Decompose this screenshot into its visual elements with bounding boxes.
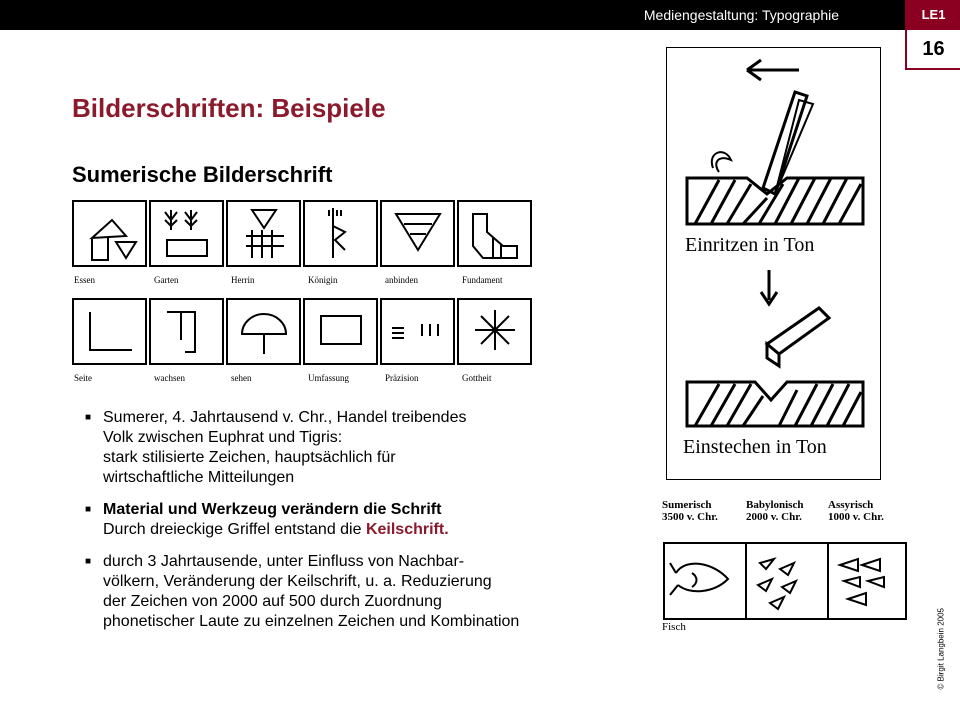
fisch-evolution (662, 495, 912, 635)
pictogram-herrin (226, 200, 301, 267)
bullet-heading: Material und Werkzeug verändern die Schrift (103, 501, 442, 518)
chapter-page-box (905, 0, 960, 70)
pictogram-label: Seite (74, 373, 92, 383)
pictogram-label: Fundament (462, 275, 503, 285)
section-subtitle: Sumerische Bilderschrift (72, 162, 333, 187)
bullet-square-icon: ■ (85, 412, 92, 423)
pictogram-garten (149, 200, 224, 267)
bullet-list (85, 408, 675, 644)
slide-title: Bilderschriften: Beispiele (72, 93, 386, 123)
keilschrift-term: Keilschrift. (365, 521, 449, 538)
column-header: Sumerisch 3500 v. Chr. (662, 499, 718, 523)
fisch-label: Fisch (662, 621, 686, 633)
pictogram-wachsen (149, 298, 224, 365)
top-bar (0, 0, 905, 30)
pictogram-grid (72, 200, 542, 385)
pictogram-sehen (226, 298, 301, 365)
pictogram-label: wachsen (154, 373, 185, 383)
pictogram-label: anbinden (385, 275, 418, 285)
stylus-drawing (667, 48, 880, 479)
bullet-item: ■ Sumerer, 4. Jahrtausend v. Chr., Handel treibendes Volk zwischen Euphrat und Tigris: stark stilisierte Zeichen, hauptsächlich für wirtschaftliche Mitteilungen (85, 409, 467, 486)
pictogram-label: Königin (308, 275, 338, 285)
column-header: Babylonisch 2000 v. Chr. (746, 499, 804, 523)
fisch-signs (662, 533, 912, 629)
pictogram-label: Herrin (231, 275, 255, 285)
chapter-tab[interactable]: LE1 (907, 0, 960, 30)
pictogram-seite (72, 298, 147, 365)
bullet-square-icon: ■ (85, 556, 92, 567)
copyright-note: © Birgit Langbein 2005 (936, 607, 946, 690)
page-number: 16 (922, 38, 945, 60)
pictogram-label: sehen (231, 373, 252, 383)
pictogram-fundament (457, 200, 532, 267)
pictogram-label: Gottheit (462, 373, 492, 383)
pictogram-gottheit (457, 298, 532, 365)
pictogram-umfassung (303, 298, 378, 365)
pictogram-anbinden (380, 200, 455, 267)
pictogram-label: Umfassung (308, 373, 349, 383)
pictogram-praezision (380, 298, 455, 365)
pictogram-label: Präzision (385, 373, 419, 383)
bullet-item: ■ Material und Werkzeug verändern die Schrift Durch dreieckige Griffel entstand die Keilschrift. (85, 501, 449, 538)
bullet-item: ■ durch 3 Jahrtausende, unter Einfluss von Nachbar- völkern, Veränderung der Keilschrift, u. a. Reduzierung der Zeichen von 2000 auf 500 durch Zuordnung phonetischer Laute zu einzelnen Zeichen und Kombination (85, 553, 520, 630)
illustration-caption: Einritzen in Ton (685, 234, 815, 256)
bullet-square-icon: ■ (85, 504, 92, 515)
pictogram-koenigin (303, 200, 378, 267)
pictogram-essen (72, 200, 147, 267)
course-title: Mediengestaltung: Typographie (643, 7, 839, 23)
pictogram-label: Essen (74, 275, 95, 285)
illustration-caption: Einstechen in Ton (683, 436, 827, 458)
stylus-illustration (666, 47, 881, 480)
pictogram-label: Garten (154, 275, 179, 285)
column-header: Assyrisch 1000 v. Chr. (828, 499, 884, 523)
